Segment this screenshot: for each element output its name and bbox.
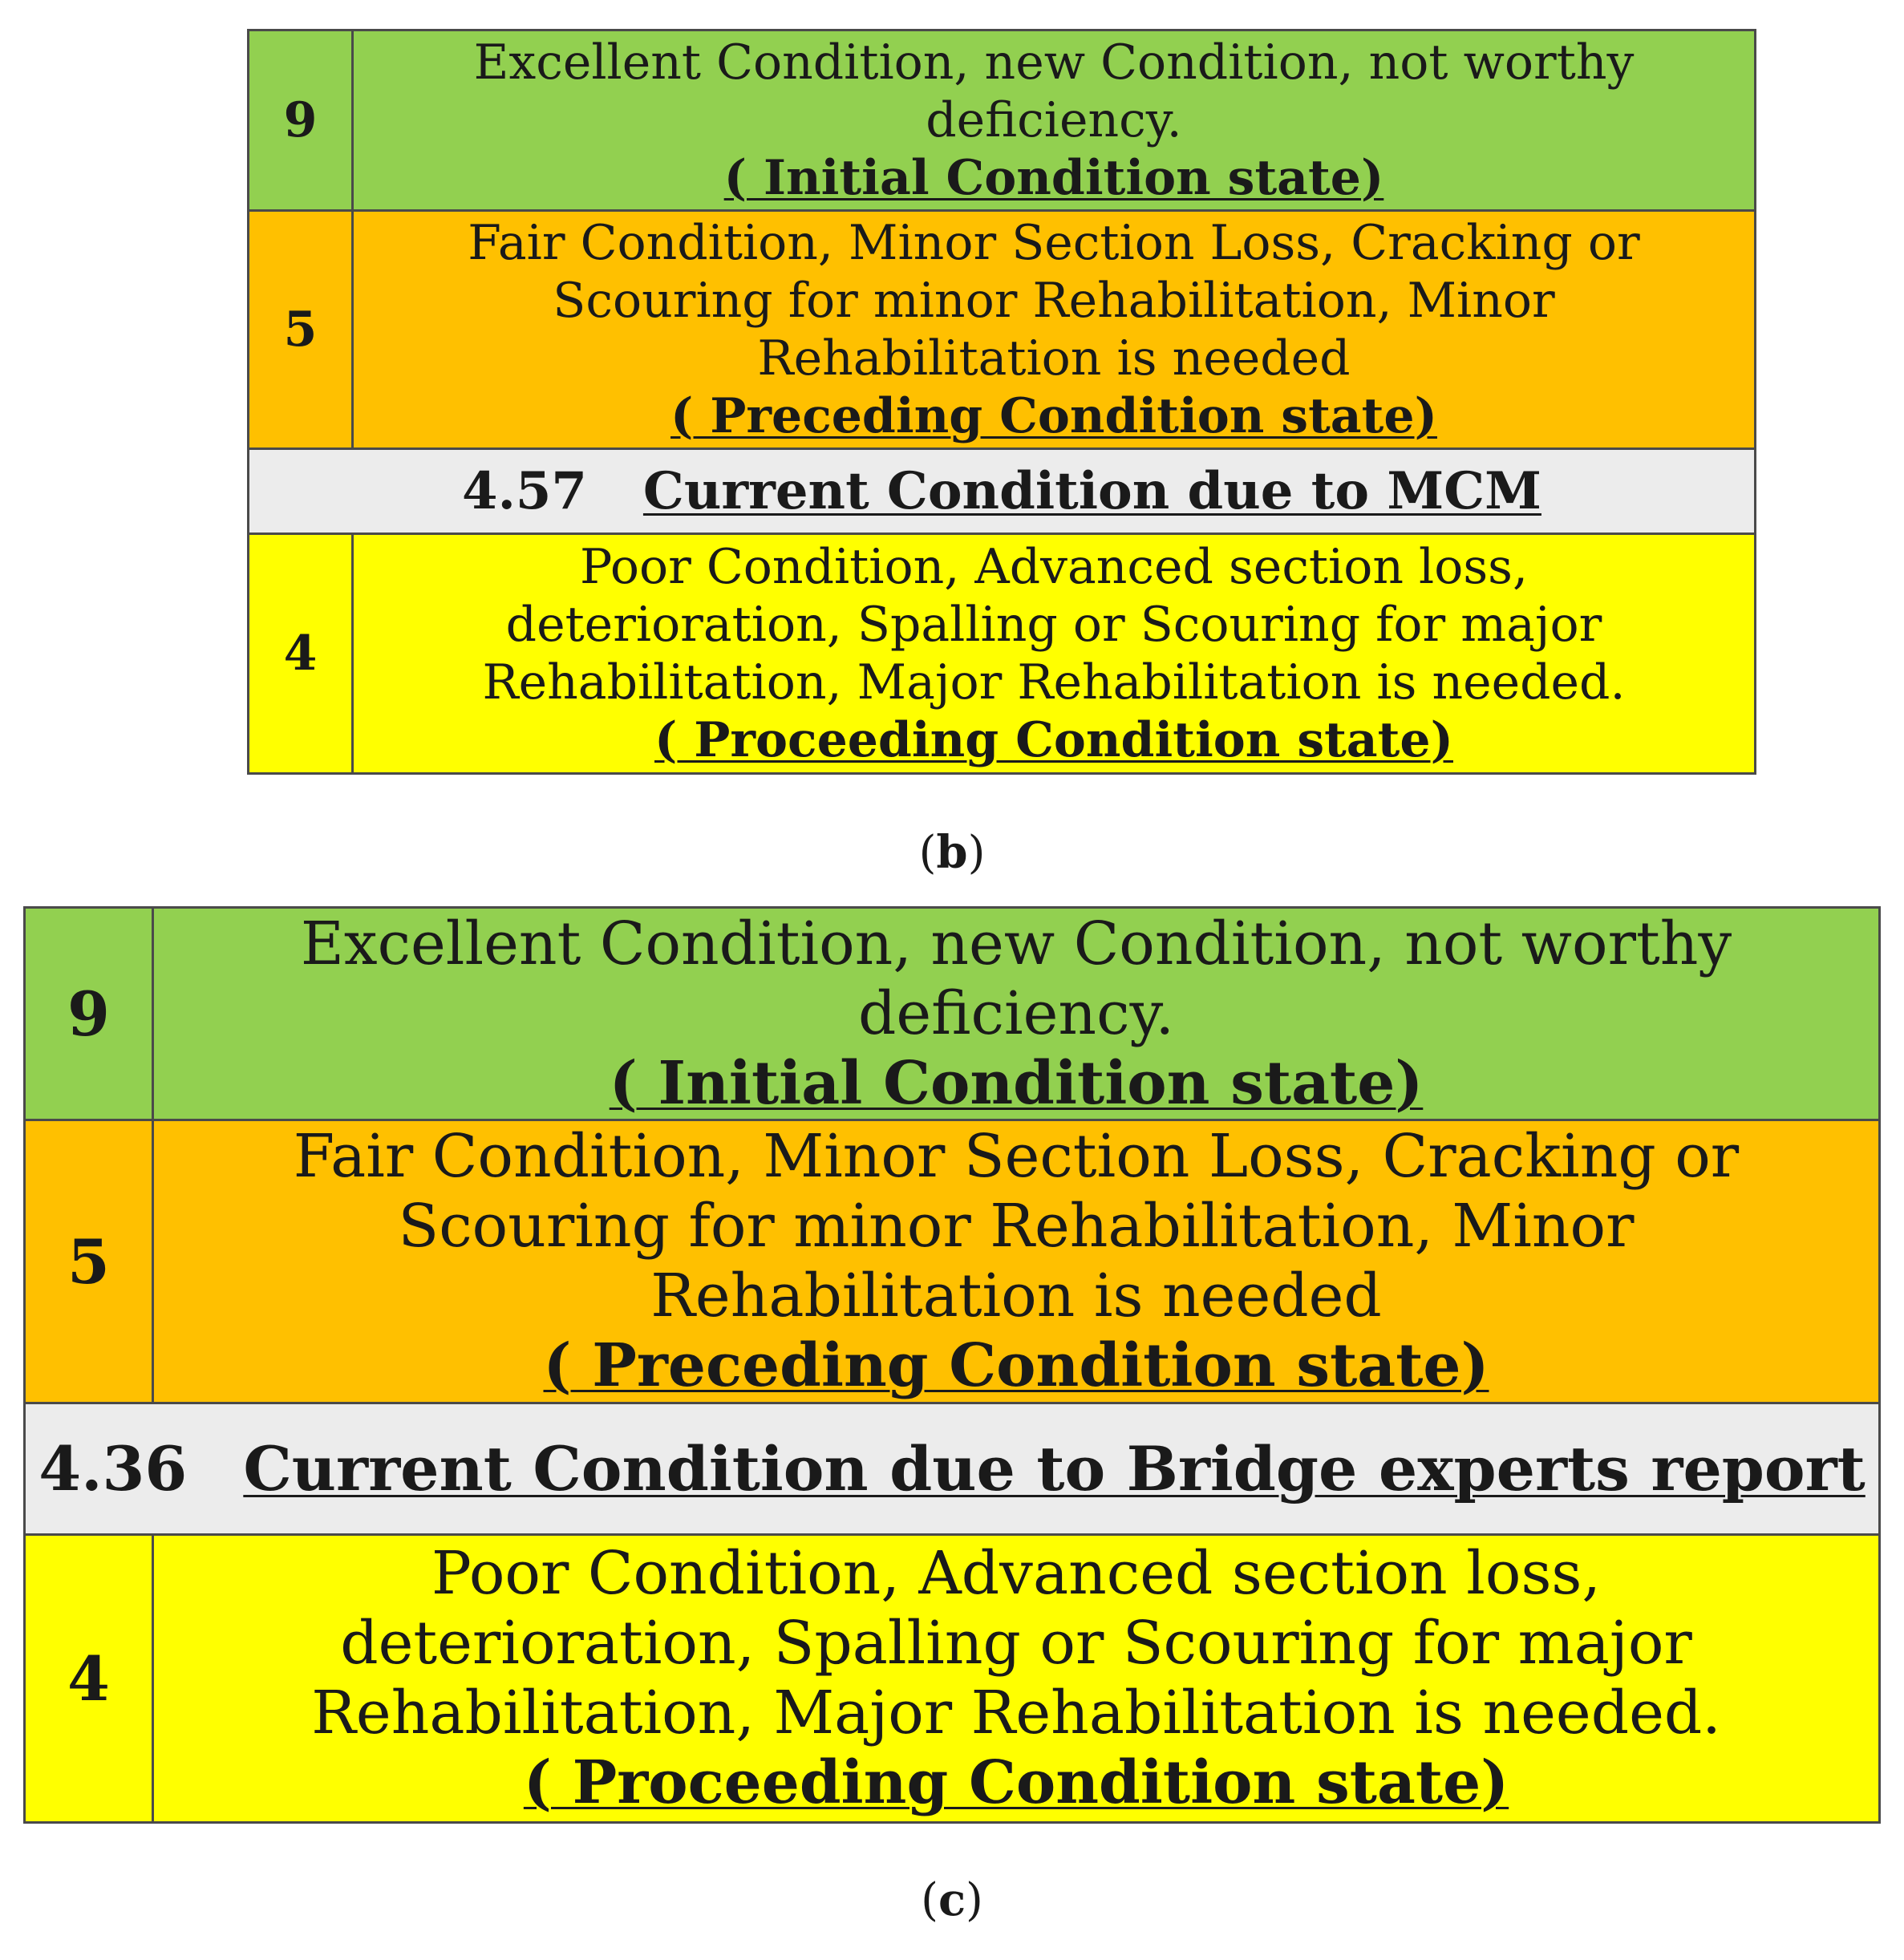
condition-row-poor xyxy=(249,535,1754,772)
current-condition-label: Current Condition due to MCM xyxy=(642,461,1541,521)
description-line: Rehabilitation, Major Rehabilitation is needed. xyxy=(311,1679,1721,1747)
description-cell xyxy=(354,535,1754,772)
description-line: Fair Condition, Minor Section Loss, Cracking or xyxy=(293,1122,1740,1191)
rating-cell: 4 xyxy=(249,535,354,772)
panel-caption-c: (c) xyxy=(921,1873,983,1926)
condition-state-label: ( Preceding Condition state) xyxy=(543,1331,1489,1400)
condition-row-poor xyxy=(26,1536,1878,1821)
description-cell xyxy=(154,1536,1878,1821)
current-condition-row xyxy=(26,1404,1878,1536)
description-line: Excellent Condition, new Condition, not worthy xyxy=(300,909,1732,978)
description-line: Excellent Condition, new Condition, not worthy xyxy=(473,34,1635,91)
description-line: deterioration, Spalling or Scouring for major xyxy=(340,1609,1692,1678)
description-line: Scouring for minor Rehabilitation, Minor xyxy=(553,273,1555,329)
condition-row-excellent xyxy=(249,31,1754,212)
description-line: Rehabilitation is needed xyxy=(650,1261,1382,1330)
current-condition-value: 4.57 xyxy=(462,461,587,521)
condition-table-b xyxy=(247,29,1756,775)
condition-state-label: ( Proceeding Condition state) xyxy=(654,712,1453,768)
condition-table-c xyxy=(23,906,1881,1824)
current-condition-label: Current Condition due to Bridge experts report xyxy=(243,1433,1866,1504)
panel-caption-b: (b) xyxy=(918,826,986,879)
description-cell xyxy=(154,1121,1878,1402)
condition-row-excellent xyxy=(26,909,1878,1121)
current-condition-value: 4.36 xyxy=(38,1433,188,1504)
description-cell xyxy=(154,909,1878,1119)
description-line: deterioration, Spalling or Scouring for major xyxy=(505,597,1602,653)
rating-cell: 9 xyxy=(26,909,154,1119)
description-cell xyxy=(354,212,1754,447)
description-line: Poor Condition, Advanced section loss, xyxy=(431,1539,1601,1608)
description-line: Fair Condition, Minor Section Loss, Cracking or xyxy=(468,215,1640,271)
description-line: Poor Condition, Advanced section loss, xyxy=(579,539,1529,595)
condition-state-label: ( Proceeding Condition state) xyxy=(523,1748,1509,1817)
condition-state-label: ( Preceding Condition state) xyxy=(670,388,1437,444)
description-line: Rehabilitation, Major Rehabilitation is needed. xyxy=(482,654,1626,711)
description-line: deficiency. xyxy=(857,978,1175,1048)
condition-row-fair xyxy=(26,1121,1878,1404)
rating-cell: 5 xyxy=(26,1121,154,1402)
rating-cell: 5 xyxy=(249,212,354,447)
description-cell xyxy=(354,31,1754,209)
condition-state-label: ( Initial Condition state) xyxy=(723,150,1384,206)
rating-cell: 9 xyxy=(249,31,354,209)
rating-cell: 4 xyxy=(26,1536,154,1821)
condition-row-fair xyxy=(249,212,1754,450)
caption-letter: c xyxy=(938,1873,966,1926)
condition-state-label: ( Initial Condition state) xyxy=(609,1048,1424,1118)
description-line: Rehabilitation is needed xyxy=(757,330,1351,387)
current-condition-row xyxy=(249,450,1754,535)
description-line: deficiency. xyxy=(926,92,1182,148)
description-line: Scouring for minor Rehabilitation, Minor xyxy=(398,1192,1635,1261)
caption-letter: b xyxy=(936,826,968,879)
